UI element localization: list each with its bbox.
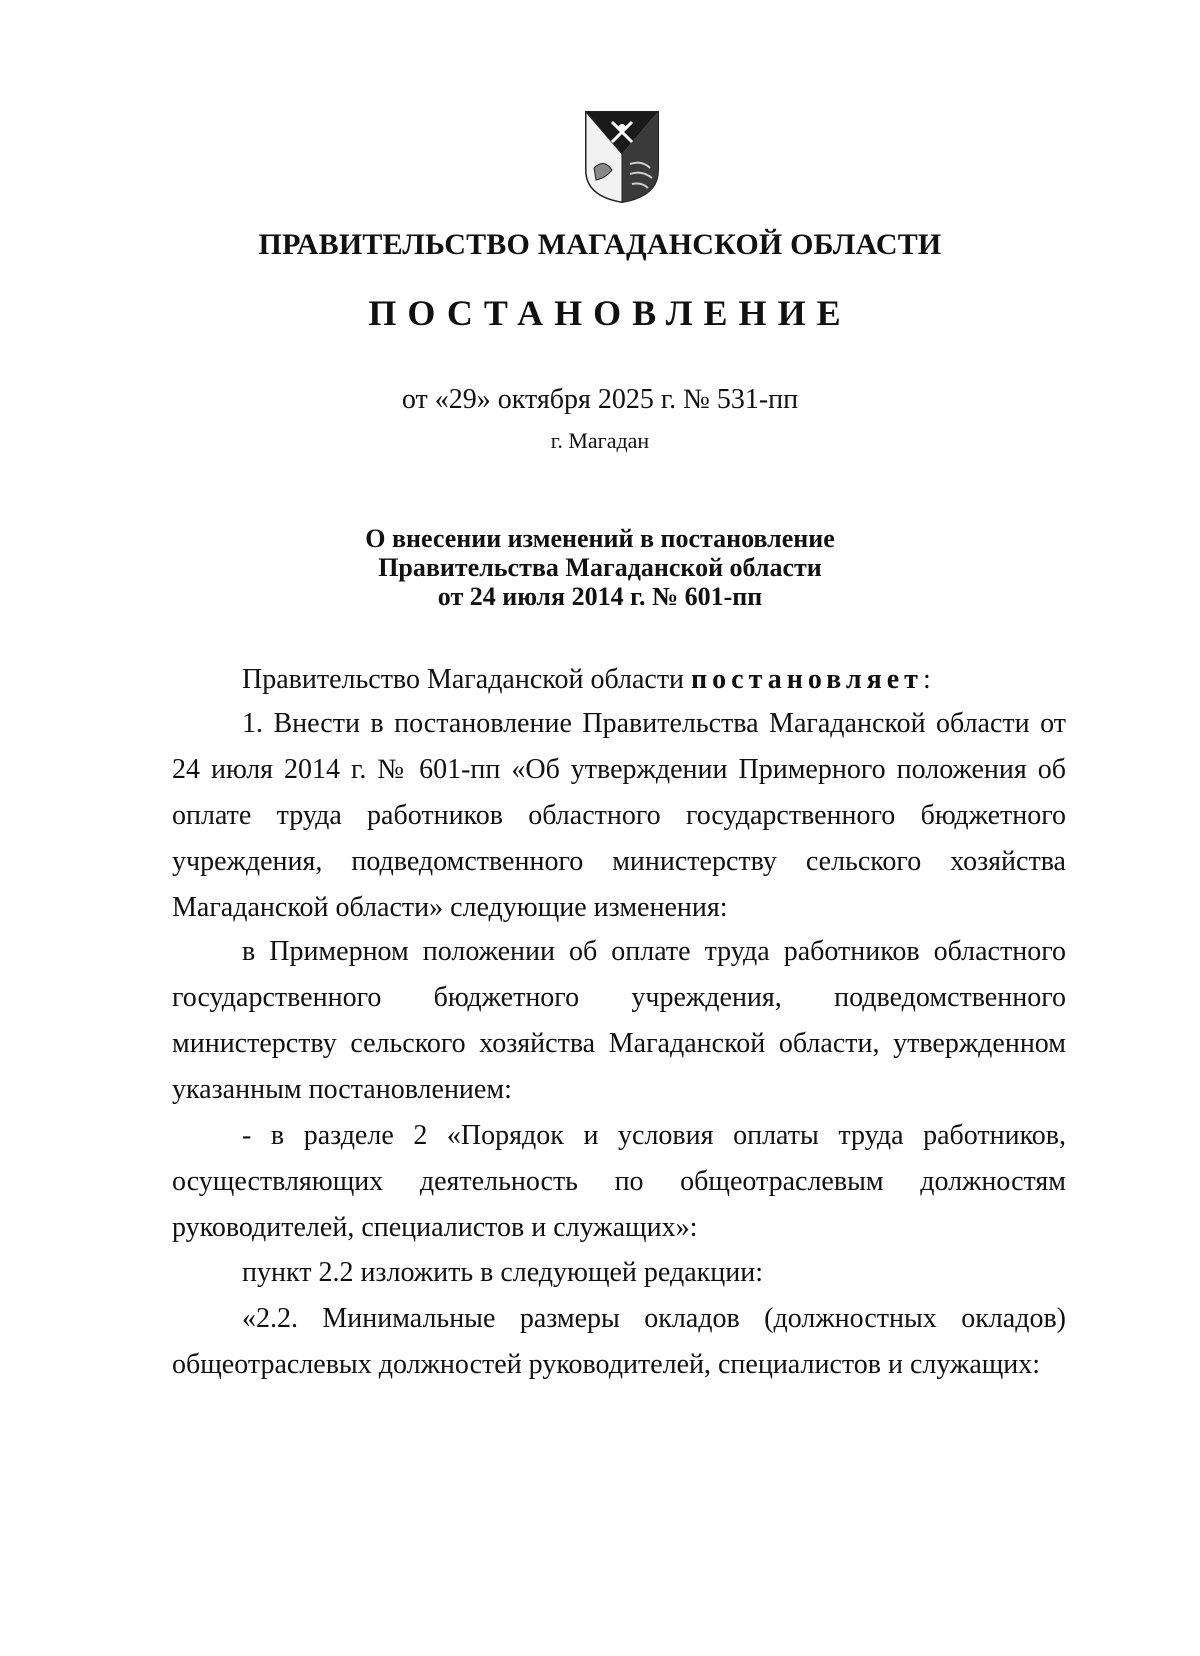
subject-line-3: от 24 июля 2014 г. № 601-пп (437, 582, 763, 611)
subject-line-2: Правительства Магаданской области (378, 553, 822, 582)
paragraph-provision: в Примерном положении об оплате труда работников областного государственного бюджетного учреждения, подведомственного министерству сельского хозяйства Магаданской области, утвержденном указанным постановлением: (172, 936, 1066, 1105)
body-paragraph-4 (172, 1113, 1066, 1251)
document-date-number: от «29» октября 2025 г. № 531-пп (401, 384, 799, 415)
document-city: г. Магадан (550, 428, 650, 453)
paragraph-point: пункт 2.2 изложить в следующей редакции: (242, 1257, 763, 1288)
paragraph-section: - в разделе 2 «Порядок и условия оплаты труда работников, осуществляющих деятельность по общеотраслевым должностям руководителей, специалистов и служащих»: (172, 1120, 1066, 1243)
resolution-lead: Правительство Магаданской области (242, 664, 685, 695)
resolution-colon: : (922, 664, 931, 695)
subject-line-1: О внесении изменений в постановление (365, 524, 835, 553)
paragraph-amend: 1. Внести в постановление Правительства Магаданской области от 24 июля 2014 г. № 601-пп «Об утверждении Примерного положения об оплате труда работников областного государственного бюджетного учреждения, подведомственного министерству сельского хозяйства Магаданской области» следующие изменения: (172, 708, 1066, 923)
coat-of-arms-emblem-icon (582, 108, 662, 204)
body-paragraph-6 (172, 1296, 1066, 1388)
body-paragraph-5 (172, 1250, 1066, 1296)
document-type-title: ПОСТАНОВЛЕНИЕ (368, 293, 852, 333)
paragraph-quote: «2.2. Минимальные размеры окладов (должностных окладов) общеотраслевых должностей руководителей, специалистов и служащих: (172, 1303, 1066, 1380)
resolution-keyword: постановляет (691, 664, 923, 695)
body-paragraph-3 (172, 929, 1066, 1113)
body-paragraph-2 (172, 701, 1066, 931)
document-subject (0, 524, 1200, 611)
body-paragraph-1 (172, 657, 1066, 703)
organization-title: ПРАВИТЕЛЬСТВО МАГАДАНСКОЙ ОБЛАСТИ (258, 228, 942, 261)
